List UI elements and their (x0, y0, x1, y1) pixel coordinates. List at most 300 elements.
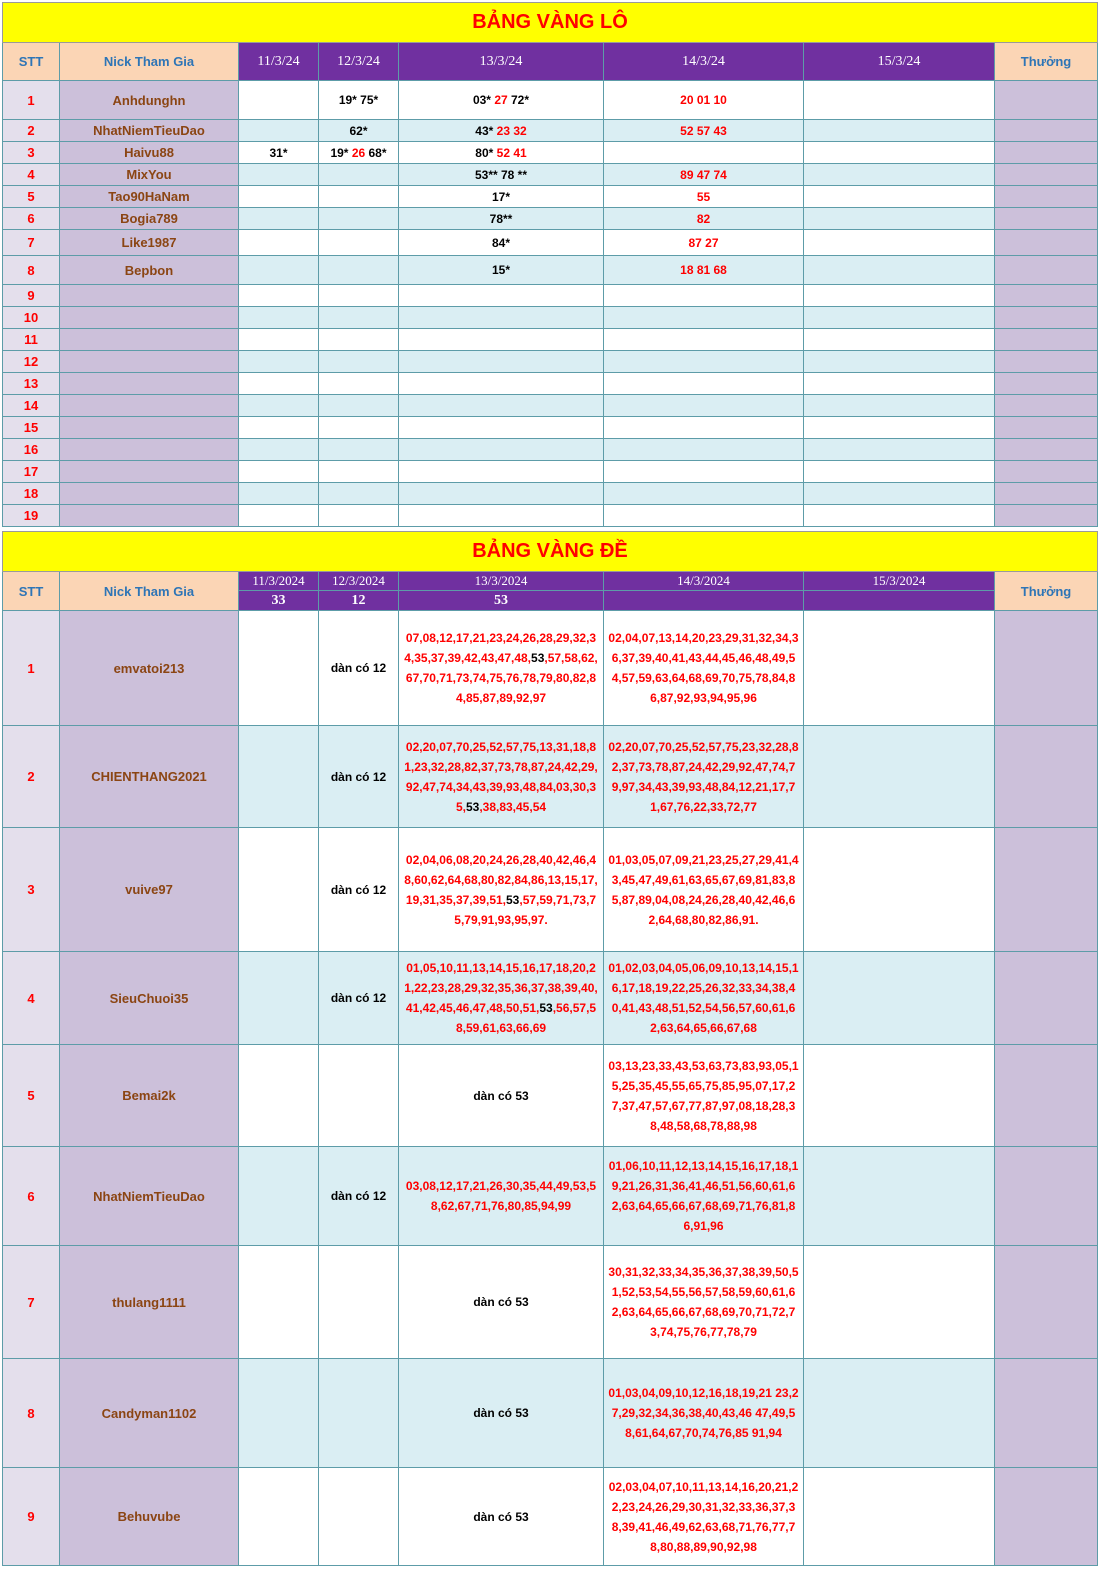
row-result-cell (239, 186, 319, 208)
row-stt: 6 (2, 208, 60, 230)
row-result-cell (319, 230, 399, 256)
row-result-cell (239, 142, 319, 164)
row-nick (60, 505, 239, 527)
header-result-number: 33 (239, 591, 319, 611)
row-result-cell (399, 1147, 604, 1246)
cell-text: 53 (531, 651, 545, 665)
row-nick: thulang1111 (60, 1246, 239, 1359)
row-result-cell (319, 417, 399, 439)
row-result-cell (239, 417, 319, 439)
cell-content (492, 190, 510, 204)
row-result-cell (399, 952, 604, 1045)
cell-content (680, 168, 727, 182)
cell-content (688, 236, 718, 250)
row-stt: 10 (2, 307, 60, 329)
row-result-cell (239, 1147, 319, 1246)
row-nick: Bemai2k (60, 1045, 239, 1147)
cell-text: 03,13,23,33,43,53,63,73,83,93,05,15,25,35,45,55,65,75,85,95,07,17,27,37,47,57,67,77,87,97,08,18,28,38,48,58,68,78,88,98 (608, 1058, 799, 1133)
row-result-cell (239, 483, 319, 505)
row-reward (995, 120, 1098, 142)
row-result-cell (604, 1147, 804, 1246)
row-result-cell (399, 230, 604, 256)
row-result-cell (239, 351, 319, 373)
cell-content (473, 93, 529, 107)
row-stt: 7 (2, 230, 60, 256)
cell-content (269, 146, 287, 160)
row-result-cell (239, 230, 319, 256)
row-reward (995, 1468, 1098, 1566)
row-result-cell (239, 307, 319, 329)
cell-text: 89 47 74 (680, 167, 727, 182)
row-result-cell (604, 256, 804, 285)
row-result-cell (804, 505, 995, 527)
row-stt: 5 (2, 186, 60, 208)
row-reward (995, 351, 1098, 373)
row-nick (60, 439, 239, 461)
cell-content (339, 93, 378, 107)
cell-text: 18 81 68 (680, 263, 727, 277)
row-result-cell (399, 329, 604, 351)
cell-text: 52 41 (496, 145, 527, 160)
row-result-cell (399, 1359, 604, 1468)
row-result-cell (804, 120, 995, 142)
row-reward (995, 208, 1098, 230)
row-stt: 17 (2, 461, 60, 483)
row-result-cell (604, 329, 804, 351)
row-nick: SieuChuoi35 (60, 952, 239, 1045)
cell-text: 31* (269, 145, 288, 160)
header-date: 13/3/2024 (399, 572, 604, 591)
row-nick: CHIENTHANG2021 (60, 726, 239, 828)
row-result-cell (319, 1468, 399, 1566)
cell-text: 07,08,12,17,21,23,24,26,28,29,32,34,35,37,39,42,43,47,48, (404, 631, 597, 665)
cell-text: 53 (506, 892, 520, 907)
cell-text: 01,05,10,11,13,14,15,16,17,18,20,21,22,23,28,29,32,35,36,37,38,39,40,41,42,45,46,47,48,50,51, (404, 961, 598, 1015)
row-result-cell (399, 164, 604, 186)
cell-text: 02,20,07,70,25,52,57,75,13,31,18,81,23,32,28,82,37,73,78,87,24,42,29,92,47,74,34,43,39,93,48,84,03,30,35, (404, 739, 598, 814)
row-result-cell (604, 373, 804, 395)
row-stt: 1 (2, 81, 60, 120)
row-nick (60, 483, 239, 505)
row-reward (995, 952, 1098, 1045)
row-result-cell (239, 1359, 319, 1468)
cell-content (697, 212, 710, 226)
row-result-cell (604, 208, 804, 230)
row-result-cell (399, 81, 604, 120)
row-result-cell (804, 329, 995, 351)
row-result-cell (239, 611, 319, 726)
cell-content (331, 991, 386, 1005)
row-result-cell (804, 828, 995, 952)
row-result-cell (319, 142, 399, 164)
header-nick: Nick Tham Gia (60, 572, 239, 611)
row-reward (995, 726, 1098, 828)
row-result-cell (319, 307, 399, 329)
cell-content (475, 168, 527, 182)
row-stt: 5 (2, 1045, 60, 1147)
cell-content (473, 1089, 528, 1103)
cell-text: 01,03,05,07,09,21,23,25,27,29,41,43,45,47,49,61,63,65,67,69,81,83,85,87,89,04,08,24,26,28,40,42,46,62,64,68,80,82,86,91. (608, 852, 799, 927)
cell-text: 01,06,10,11,12,13,14,15,16,17,18,19,21,26,31,36,41,46,51,56,60,61,62,63,64,65,66,67,68,69,71,76,81,86,91,96 (608, 1159, 799, 1233)
cell-text: 27 (494, 93, 508, 107)
row-result-cell (319, 81, 399, 120)
cell-content (475, 146, 526, 160)
row-result-cell (804, 1147, 995, 1246)
row-stt: 6 (2, 1147, 60, 1246)
row-nick: Anhdunghn (60, 81, 239, 120)
row-nick (60, 307, 239, 329)
row-result-cell (319, 120, 399, 142)
row-result-cell (604, 461, 804, 483)
row-result-cell (319, 461, 399, 483)
row-result-cell (804, 1359, 995, 1468)
row-result-cell (399, 505, 604, 527)
row-reward (995, 186, 1098, 208)
row-result-cell (239, 461, 319, 483)
cell-content (399, 737, 603, 817)
cell-text: 17* (491, 189, 511, 204)
header-nick: Nick Tham Gia (60, 43, 239, 81)
row-reward (995, 256, 1098, 285)
row-nick (60, 373, 239, 395)
row-result-cell (399, 1045, 604, 1147)
row-nick: vuive97 (60, 828, 239, 952)
row-result-cell (319, 395, 399, 417)
row-result-cell (804, 351, 995, 373)
cell-text: 30,31,32,33,34,35,36,37,38,39,50,51,52,53,54,55,56,57,58,59,60,61,62,63,64,65,66,67,68,69,70,71,72,73,74,75,76,77,78,79 (608, 1265, 799, 1339)
row-result-cell (399, 208, 604, 230)
cell-text: dàn có 12 (330, 769, 387, 784)
row-result-cell (319, 1246, 399, 1359)
row-result-cell (604, 1359, 804, 1468)
row-result-cell (804, 230, 995, 256)
row-result-cell (804, 461, 995, 483)
cell-content (492, 263, 510, 277)
row-reward (995, 828, 1098, 952)
cell-text: 68* (365, 145, 387, 160)
cell-content (331, 661, 386, 675)
row-result-cell (804, 164, 995, 186)
row-result-cell (239, 1468, 319, 1566)
row-result-cell (399, 142, 604, 164)
cell-text: 53 (465, 799, 480, 814)
row-reward (995, 483, 1098, 505)
row-result-cell (604, 351, 804, 373)
row-result-cell (319, 1147, 399, 1246)
row-stt: 9 (2, 1468, 60, 1566)
row-result-cell (604, 1045, 804, 1147)
cell-content (604, 1383, 803, 1443)
row-result-cell (319, 373, 399, 395)
cell-content (331, 883, 386, 897)
row-reward (995, 461, 1098, 483)
cell-text: ,56,57,58,59,61,63,66,69 (455, 1001, 597, 1035)
row-nick: Behuvube (60, 1468, 239, 1566)
row-reward (995, 1045, 1098, 1147)
row-reward (995, 142, 1098, 164)
row-result-cell (604, 505, 804, 527)
row-result-cell (804, 142, 995, 164)
row-result-cell (239, 120, 319, 142)
row-result-cell (804, 1045, 995, 1147)
row-result-cell (399, 483, 604, 505)
cell-text: 01,02,03,04,05,06,09,10,13,14,15,16,17,18,19,22,25,26,32,33,34,38,40,41,43,48,51,52,54,56,57,60,61,62,63,64,65,66,67,68 (608, 961, 799, 1035)
row-result-cell (319, 505, 399, 527)
row-result-cell (804, 208, 995, 230)
row-result-cell (319, 164, 399, 186)
cell-content (604, 1056, 803, 1136)
cell-content (680, 263, 727, 277)
row-reward (995, 1359, 1098, 1468)
row-result-cell (239, 329, 319, 351)
cell-text: 43* (475, 123, 497, 138)
row-nick (60, 351, 239, 373)
row-result-cell (319, 439, 399, 461)
row-result-cell (604, 164, 804, 186)
header-stt: STT (2, 43, 60, 81)
row-result-cell (604, 417, 804, 439)
row-result-cell (319, 208, 399, 230)
row-result-cell (319, 351, 399, 373)
cell-content (473, 1295, 528, 1309)
row-result-cell (399, 1468, 604, 1566)
row-result-cell (804, 373, 995, 395)
row-result-cell (804, 81, 995, 120)
cell-content (399, 628, 603, 708)
row-stt: 7 (2, 1246, 60, 1359)
row-nick: Haivu88 (60, 142, 239, 164)
cell-content (349, 124, 367, 138)
row-result-cell (239, 828, 319, 952)
row-result-cell (399, 120, 604, 142)
cell-content (475, 124, 526, 138)
row-result-cell (319, 256, 399, 285)
cell-content (604, 1477, 803, 1557)
header-date: 14/3/2024 (604, 572, 804, 591)
row-result-cell (319, 285, 399, 307)
row-nick (60, 461, 239, 483)
cell-content (399, 958, 603, 1038)
cell-content (697, 190, 710, 204)
cell-text: 62* (349, 123, 368, 138)
row-result-cell (604, 1468, 804, 1566)
lo-table (2, 43, 1098, 527)
row-result-cell (319, 1045, 399, 1147)
cell-content (604, 1262, 803, 1342)
row-stt: 18 (2, 483, 60, 505)
row-result-cell (604, 483, 804, 505)
row-result-cell (239, 81, 319, 120)
row-nick (60, 329, 239, 351)
cell-text: 84* (491, 235, 511, 250)
row-reward (995, 230, 1098, 256)
cell-content (490, 212, 513, 226)
cell-text: 02,03,04,07,10,11,13,14,16,20,21,22,23,24,26,29,30,31,32,33,36,37,38,39,41,46,49,62,63,68,71,76,77,78,80,88,89,90,92,98 (608, 1479, 799, 1554)
header-result-number (604, 591, 804, 611)
row-result-cell (804, 307, 995, 329)
cell-content (680, 124, 727, 138)
row-result-cell (319, 611, 399, 726)
cell-content (399, 850, 603, 930)
row-result-cell (239, 726, 319, 828)
row-result-cell (604, 285, 804, 307)
cell-text: ,57,59,71,73,75,79,91,93,95,97. (454, 892, 597, 927)
cell-text: 20 01 10 (680, 93, 727, 107)
row-stt: 13 (2, 373, 60, 395)
row-reward (995, 373, 1098, 395)
row-result-cell (804, 1468, 995, 1566)
cell-text: dàn có 53 (473, 1509, 529, 1524)
header-date: 13/3/24 (399, 43, 604, 81)
cell-content (680, 93, 727, 107)
row-nick: NhatNiemTieuDao (60, 1147, 239, 1246)
row-stt: 2 (2, 726, 60, 828)
row-result-cell (399, 461, 604, 483)
row-nick (60, 285, 239, 307)
row-result-cell (239, 164, 319, 186)
cell-text: dàn có 53 (473, 1088, 529, 1103)
row-result-cell (399, 1246, 604, 1359)
row-result-cell (604, 186, 804, 208)
cell-text: 52 57 43 (680, 123, 727, 138)
cell-text: 02,20,07,70,25,52,57,75,23,32,28,82,37,73,78,87,24,42,29,92,47,74,79,97,34,43,39,93,48,84,12,21,17,71,67,76,22,33,72,77 (608, 739, 799, 814)
row-nick: Bepbon (60, 256, 239, 285)
cell-text: 55 (696, 189, 711, 204)
row-stt: 15 (2, 417, 60, 439)
cell-text: 03,08,12,17,21,26,30,35,44,49,53,58,62,67,71,76,80,85,94,99 (405, 1179, 597, 1213)
row-result-cell (604, 611, 804, 726)
cell-text: 80* (475, 145, 497, 160)
cell-text: 19* 75* (338, 93, 379, 107)
row-result-cell (604, 828, 804, 952)
cell-content (473, 1406, 528, 1420)
row-reward (995, 164, 1098, 186)
row-reward (995, 329, 1098, 351)
cell-text: ,38,83,45,54 (479, 799, 547, 814)
header-date: 11/3/2024 (239, 572, 319, 591)
row-reward (995, 611, 1098, 726)
cell-text: 53 (539, 1001, 553, 1015)
row-nick: Candyman1102 (60, 1359, 239, 1468)
de-table (2, 572, 1098, 1566)
row-result-cell (804, 952, 995, 1045)
row-result-cell (804, 186, 995, 208)
row-stt: 8 (2, 256, 60, 285)
row-result-cell (604, 952, 804, 1045)
row-result-cell (239, 208, 319, 230)
cell-content (399, 1176, 603, 1216)
row-stt: 16 (2, 439, 60, 461)
cell-content (330, 146, 386, 160)
row-result-cell (604, 142, 804, 164)
row-result-cell (239, 1045, 319, 1147)
row-result-cell (804, 439, 995, 461)
row-result-cell (239, 373, 319, 395)
header-reward: Thưởng (995, 572, 1098, 611)
row-result-cell (239, 505, 319, 527)
header-reward: Thưởng (995, 43, 1098, 81)
header-date: 12/3/2024 (319, 572, 399, 591)
cell-content (604, 958, 803, 1038)
row-result-cell (239, 1246, 319, 1359)
header-date: 15/3/2024 (804, 572, 995, 591)
cell-text: 01,03,04,09,10,12,16,18,19,21 23,27,29,32,34,36,38,40,43,46 47,49,58,61,64,67,70,74,76,85 91,94 (608, 1386, 799, 1440)
row-stt: 3 (2, 142, 60, 164)
cell-text: 72* (507, 93, 530, 107)
row-reward (995, 285, 1098, 307)
cell-text: dàn có 12 (330, 661, 387, 675)
row-stt: 8 (2, 1359, 60, 1468)
row-nick (60, 417, 239, 439)
row-stt: 2 (2, 120, 60, 142)
row-stt: 4 (2, 164, 60, 186)
header-result-number (804, 591, 995, 611)
cell-content (604, 737, 803, 817)
row-result-cell (319, 329, 399, 351)
row-nick: emvatoi213 (60, 611, 239, 726)
row-result-cell (239, 439, 319, 461)
cell-text: dàn có 12 (330, 1189, 387, 1203)
row-result-cell (604, 395, 804, 417)
row-result-cell (604, 81, 804, 120)
cell-text: 03* (472, 93, 495, 107)
row-reward (995, 81, 1098, 120)
row-result-cell (239, 256, 319, 285)
row-nick: Tao90HaNam (60, 186, 239, 208)
cell-text: 53** 78 ** (474, 167, 528, 182)
row-stt: 1 (2, 611, 60, 726)
cell-text: 15* (491, 263, 511, 277)
row-reward (995, 505, 1098, 527)
row-nick: Like1987 (60, 230, 239, 256)
row-result-cell (239, 285, 319, 307)
row-result-cell (399, 285, 604, 307)
row-result-cell (319, 186, 399, 208)
row-nick: NhatNiemTieuDao (60, 120, 239, 142)
cell-text: 02,04,06,08,20,24,26,28,40,42,46,48,60,62,64,68,80,82,84,86,13,15,17,19,31,35,37,39,51, (404, 852, 598, 907)
cell-text: 87 27 (688, 235, 719, 250)
cell-text: 26 (351, 145, 366, 160)
de-table-title: BẢNG VÀNG ĐỀ (2, 531, 1098, 572)
row-nick: Bogia789 (60, 208, 239, 230)
row-result-cell (399, 256, 604, 285)
row-stt: 3 (2, 828, 60, 952)
row-result-cell (319, 483, 399, 505)
row-result-cell (399, 395, 604, 417)
cell-text: ,57,58,62,67,70,71,73,74,75,76,78,79,80,82,84,85,87,89,92,97 (405, 651, 598, 705)
row-reward (995, 395, 1098, 417)
header-date: 12/3/24 (319, 43, 399, 81)
row-result-cell (804, 483, 995, 505)
cell-text: 23 32 (496, 123, 527, 138)
row-result-cell (399, 373, 604, 395)
row-result-cell (604, 307, 804, 329)
header-stt: STT (2, 572, 60, 611)
row-result-cell (399, 417, 604, 439)
row-result-cell (604, 120, 804, 142)
row-result-cell (804, 285, 995, 307)
row-result-cell (804, 417, 995, 439)
row-reward (995, 439, 1098, 461)
row-stt: 19 (2, 505, 60, 527)
row-stt: 4 (2, 952, 60, 1045)
row-result-cell (319, 952, 399, 1045)
row-result-cell (319, 1359, 399, 1468)
row-result-cell (319, 726, 399, 828)
row-result-cell (804, 726, 995, 828)
row-result-cell (399, 611, 604, 726)
cell-content (604, 1156, 803, 1236)
